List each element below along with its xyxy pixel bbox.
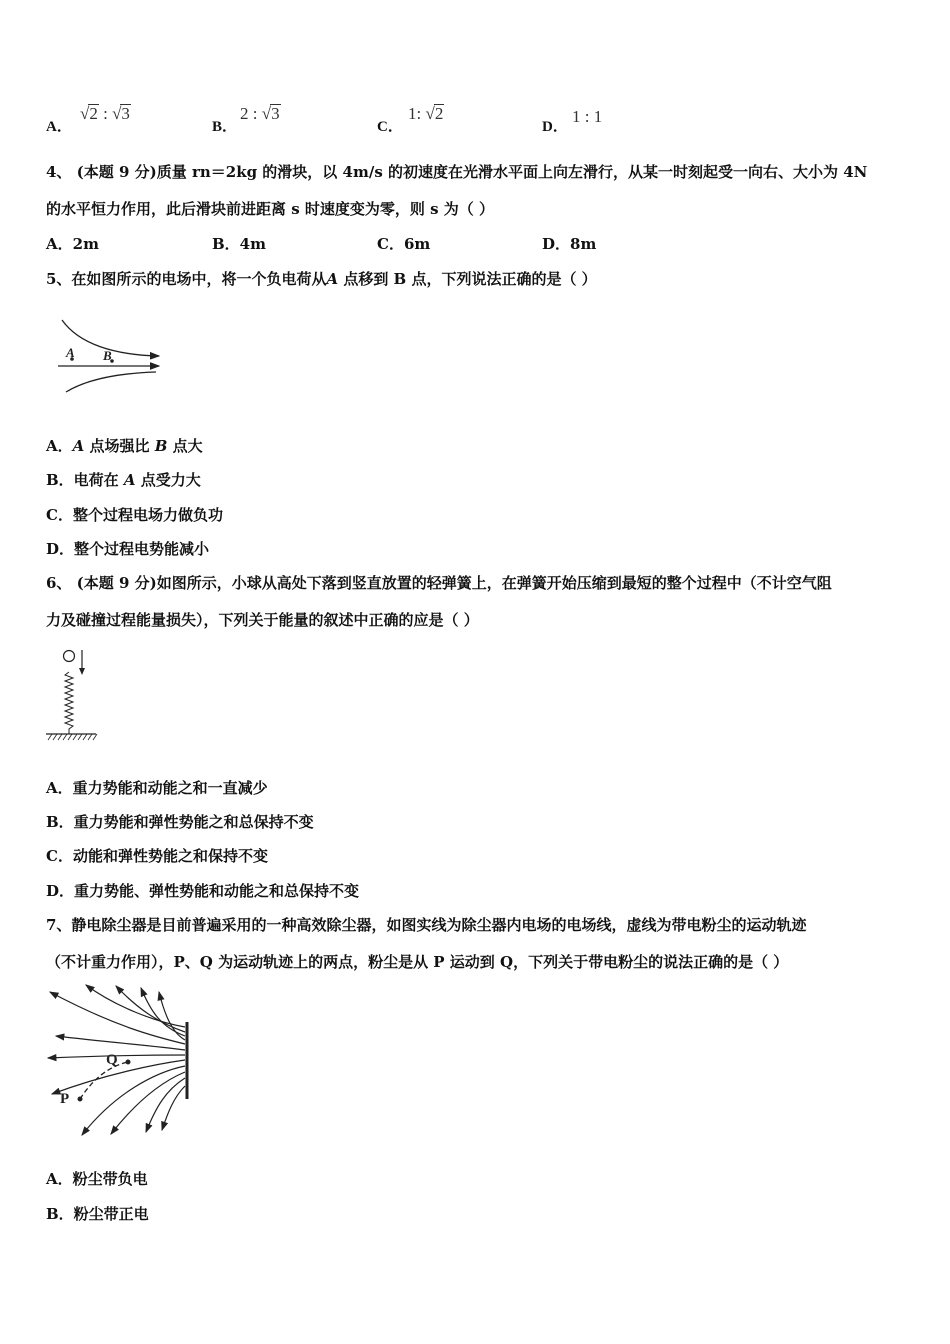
q5-option-a: A．A 点场强比 B 点大 (46, 437, 203, 455)
q3-option-c-math: 1: √2 (408, 104, 444, 123)
point-p-label: P (60, 1091, 70, 1107)
field-line (56, 1036, 185, 1050)
q5-stem: 5、在如图所示的电场中，将一个负电荷从A 点移到 B 点，下列说法正确的是（ ） (46, 270, 597, 288)
q6-stem-line1: 6、 (本题 9 分)如图所示，小球从高处下落到竖直放置的轻弹簧上，在弹簧开始压缩到最短的整个过程中（不计空气阻 (46, 574, 832, 592)
point-b-label: B (103, 348, 112, 363)
q3-option-b (212, 115, 237, 136)
option-label: D． (542, 119, 568, 135)
q6-stem-line2: 力及碰撞过程能量损失），下列关于能量的叙述中正确的应是（ ） (46, 611, 479, 629)
point-p-dot (78, 1097, 83, 1102)
q6-option-c: C．动能和弹性势能之和保持不变 (46, 847, 268, 865)
spring-coil (65, 672, 73, 734)
q4-option-b: B．4m (212, 235, 266, 253)
q6-option-d: D．重力势能、弹性势能和动能之和总保持不变 (46, 882, 360, 900)
q5-option-c: C．整个过程电场力做负功 (46, 506, 223, 524)
point-q-dot (126, 1060, 131, 1065)
radical-sign: √ (425, 104, 435, 123)
field-line (111, 1072, 185, 1134)
field-line (86, 985, 185, 1027)
ball (64, 651, 75, 662)
q4-stem-line2: 的水平恒力作用，此后滑块前进距离 s 时速度变为零，则 s 为（ ） (46, 200, 495, 218)
q3-option-a-math: √2 : √3 (80, 104, 130, 123)
field-line (82, 1066, 185, 1135)
q6-option-b: B．重力势能和弹性势能之和总保持不变 (46, 813, 314, 831)
field-line (146, 1078, 185, 1132)
field-line (162, 1086, 185, 1130)
q4-option-c: C．6m (377, 235, 431, 253)
field-line (141, 988, 185, 1036)
q3-option-c (377, 115, 403, 136)
q5-electric-field-figure (54, 316, 164, 396)
option-label: A． (46, 119, 72, 135)
dust-trajectory (80, 1062, 128, 1099)
point-q-label: Q (106, 1052, 118, 1068)
q3-option-a (46, 115, 72, 136)
q3-option-b-math: 2 : √3 (240, 104, 280, 123)
radical-sign: √ (80, 104, 90, 123)
q3-option-d-math: 1 : 1 (572, 107, 603, 126)
q7-stem-line2: （不计重力作用），P、Q 为运动轨迹上的两点，粉尘是从 P 运动到 Q，下列关于带电粉尘的说法正确的是（ ） (46, 953, 789, 971)
q6-option-a: A．重力势能和动能之和一直减少 (46, 779, 268, 797)
q4-option-a: A．2m (46, 235, 99, 253)
fall-arrow-head (79, 668, 85, 675)
q6-spring-figure (44, 648, 100, 742)
q7-option-b: B．粉尘带正电 (46, 1205, 149, 1223)
q5-option-b: B．电荷在 A 点受力大 (46, 471, 201, 489)
field-line-bottom (66, 372, 156, 392)
q4-stem-line1: 4、 (本题 9 分)质量 rn＝2kg 的滑块，以 4m/s 的初速度在光滑水平面上向左滑行，从某一时刻起受一向右、大小为 4N (46, 163, 868, 181)
ground-hatch (48, 734, 97, 740)
q7-dust-collector-figure (46, 982, 196, 1138)
q4-option-d: D．8m (542, 235, 597, 253)
point-a-label: A (66, 345, 75, 360)
option-label: B． (212, 119, 238, 135)
radical-sign: √ (261, 104, 272, 123)
q7-option-a: A．粉尘带负电 (46, 1170, 148, 1188)
field-line (159, 992, 185, 1040)
radical-sign: √ (112, 104, 122, 123)
option-label: C． (377, 119, 403, 135)
q7-stem-line1: 7、静电除尘器是目前普遍采用的一种高效除尘器，如图实线为除尘器内电场的电场线，虚线为带电粉尘的运动轨迹 (46, 916, 807, 934)
field-line (50, 992, 185, 1044)
q5-option-d: D．整个过程电势能减小 (46, 540, 210, 558)
q3-option-d (542, 115, 568, 136)
